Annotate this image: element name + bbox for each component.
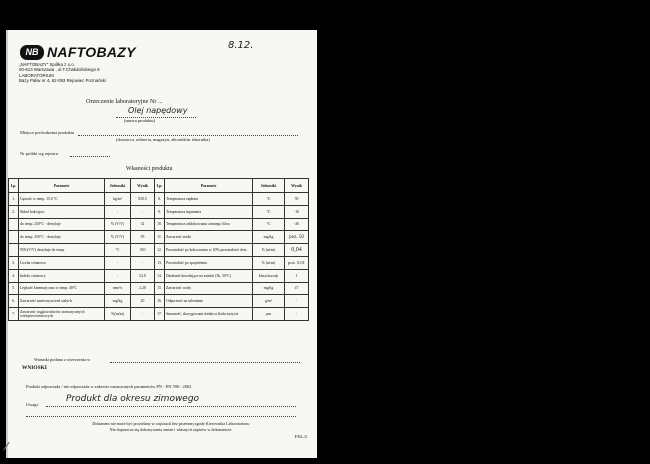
cell-result: - xyxy=(285,295,309,308)
cell-lp: 5. xyxy=(9,282,19,295)
origin-label: Miejsce pochodzenia produktu xyxy=(20,130,75,135)
cell-result: - xyxy=(285,308,309,321)
other-results-label: Warunki podano z orzeczenia w xyxy=(34,357,91,362)
document-title: Orzeczenie laboratoryjne Nr ... xyxy=(86,98,163,105)
cell-unit: - xyxy=(105,256,131,269)
cell-lp xyxy=(9,218,19,231)
table-title: Własności produktu xyxy=(126,166,173,172)
cell-param: Pozostałość po spopieleniu xyxy=(165,256,253,269)
cell-unit: mg/kg xyxy=(253,231,285,244)
address-line: „NAFTOBAZY" Spółka z o.o. xyxy=(19,62,75,67)
cell-unit: µm xyxy=(253,308,285,321)
cell-lp: 16. xyxy=(155,295,165,308)
cell-lp: 4. xyxy=(9,269,19,282)
origin-line xyxy=(78,135,298,136)
table-row xyxy=(9,205,309,218)
cell-param: Działanie korodujące na miedzi (3h, 50°C) xyxy=(165,269,253,282)
table-row xyxy=(9,231,309,244)
cell-param: Smarność, skorygowana średnica śladu zużycia xyxy=(165,308,253,321)
cell-result: 20 xyxy=(131,295,155,308)
register-line xyxy=(70,156,110,157)
cell-lp: 10. xyxy=(155,218,165,231)
other-results-line xyxy=(110,362,300,363)
register-label: Nr próbki wg rejestru xyxy=(20,151,58,156)
table-row xyxy=(9,282,309,295)
cell-param: Temperatura zablokowania zimnego filtra xyxy=(165,218,253,231)
table-row xyxy=(9,256,309,269)
cell-lp: 11. xyxy=(155,231,165,244)
cell-param: Zawartość węglowodorów aromatycznych wielopierścieniowych xyxy=(19,308,105,321)
header-cell: Wynik xyxy=(131,179,155,193)
cell-param: do temp. 250°C - destyluje xyxy=(19,218,105,231)
cell-result: 350 xyxy=(131,244,155,257)
cell-unit: %(m/m) xyxy=(105,308,131,321)
table-row xyxy=(9,308,309,321)
cell-lp: 2. xyxy=(9,205,19,218)
header-cell: Wynik xyxy=(285,179,309,193)
cell-unit: mg/kg xyxy=(105,295,131,308)
form-code: F/KL/2 xyxy=(294,434,307,439)
cell-result: 52,8 xyxy=(131,269,155,282)
cell-result: 0,04 xyxy=(285,244,309,257)
cell-unit: °C xyxy=(253,218,285,231)
handwritten-date: 8.12. xyxy=(228,40,254,51)
footer-line: Nie dopuszcza się dokonywania zmian i własnych zapisów w dokumencie. xyxy=(109,427,233,432)
cell-unit: kg/m³ xyxy=(105,193,131,206)
cell-unit: mg/kg xyxy=(253,282,285,295)
table-row xyxy=(9,295,309,308)
cell-param: Zawartość wody xyxy=(165,282,253,295)
cell-result: poz. 50 xyxy=(285,231,309,244)
header-cell: Lp. xyxy=(9,179,19,193)
cell-unit: - xyxy=(105,269,131,282)
cell-lp: 7. xyxy=(9,308,19,321)
table-row xyxy=(9,244,309,257)
cell-unit: °C xyxy=(253,205,285,218)
table-row xyxy=(9,218,309,231)
cell-lp: 1. xyxy=(9,193,19,206)
cell-param: Temperatura mętnienia xyxy=(165,205,253,218)
address-line: 00-613 Warszawa , ul.T.Chałubińskiego 8 xyxy=(19,67,100,73)
footer-line: Dokument nie może być powielany w częściach bez pisemnej zgody Kierownika Laboratorium. xyxy=(92,421,250,426)
lab-report-page xyxy=(6,30,317,458)
cell-param: Indeks cetanowy xyxy=(19,269,105,282)
cell-result: 32 xyxy=(131,218,155,231)
origin-caption: (dostawca, rafineria, magazyn, zbiornik/nr zbiornika) xyxy=(116,137,210,142)
cell-param: Zawartość siarki xyxy=(165,231,253,244)
cell-lp: 13. xyxy=(155,256,165,269)
cell-param: Lepkość kinematyczna w temp. 40°C xyxy=(19,282,105,295)
cell-unit: g/m³ xyxy=(253,295,285,308)
cell-unit: % (m/m) xyxy=(253,256,285,269)
cell-param: Pozostałość po koksowaniu w 10% pozostałości dest. xyxy=(165,244,253,257)
cell-result: 1 xyxy=(285,269,309,282)
cell-lp: 3. xyxy=(9,256,19,269)
cell-lp xyxy=(9,231,19,244)
cell-param: Odporność na utlenianie xyxy=(165,295,253,308)
cell-param: 95%(V/V) destyluje do temp. xyxy=(19,244,105,257)
table-row xyxy=(9,193,309,206)
handwritten-product: Olej napędowy xyxy=(128,106,188,115)
logo-mark: NB xyxy=(20,45,44,60)
cell-param: Skład frakcyjny: xyxy=(19,205,105,218)
conclusions-heading: WNIOSKI xyxy=(22,365,47,371)
conclusions-product-line: Produkt odpowiada / nie odpowiada w zakresie oznaczonych parametrów PN - EN 590 : 2002 xyxy=(26,384,192,389)
remarks-line xyxy=(46,406,296,407)
cell-lp: 9. xyxy=(155,205,165,218)
cell-unit: °C xyxy=(105,244,131,257)
footer-notes xyxy=(46,421,296,433)
cell-param: Temperatura zapłonu xyxy=(165,193,253,206)
remarks-line xyxy=(26,416,296,417)
cell-unit: - xyxy=(105,205,131,218)
cell-unit: % (m/m) xyxy=(253,244,285,257)
cell-lp: 8. xyxy=(155,193,165,206)
company-address xyxy=(19,62,106,84)
table-row xyxy=(9,269,309,282)
cell-result: 95 xyxy=(131,231,155,244)
cell-lp: 17. xyxy=(155,308,165,321)
handwritten-remarks: Produkt dla okresu zimowego xyxy=(66,394,200,404)
cell-unit: °C xyxy=(253,193,285,206)
cell-result: - xyxy=(131,308,155,321)
cell-lp: 15. xyxy=(155,282,165,295)
cell-param: Zawartość zanieczyszczeń stałych xyxy=(19,295,105,308)
cell-param: Gęstość w temp. 15,0 °C xyxy=(19,193,105,206)
cell-result: -10 xyxy=(285,205,309,218)
cell-result: 59 xyxy=(285,193,309,206)
address-line: Bazy Paliw nr 4, 62-093 Rejowiec Poznański xyxy=(19,78,106,84)
table-header-row xyxy=(9,179,309,193)
header-cell: Jednostki xyxy=(253,179,285,193)
cell-unit: % (V/V) xyxy=(105,231,131,244)
cell-unit: % (V/V) xyxy=(105,218,131,231)
cell-lp xyxy=(9,244,19,257)
header-cell: Lp. xyxy=(155,179,165,193)
cell-lp: 6. xyxy=(9,295,19,308)
cell-result: - xyxy=(131,256,155,269)
remarks-label: Uwagi: xyxy=(26,402,39,407)
cell-result: poz. 0,01 xyxy=(285,256,309,269)
address-line: LABORATORIUM xyxy=(19,72,54,78)
company-logo xyxy=(20,44,136,60)
header-cell: Parametr xyxy=(165,179,253,193)
cell-result: - xyxy=(131,205,155,218)
cell-lp: 14. xyxy=(155,269,165,282)
cell-result: -26 xyxy=(285,218,309,231)
cell-unit: mm²/s xyxy=(105,282,131,295)
header-cell: Jednostki xyxy=(105,179,131,193)
product-caption: (nazwa produktu) xyxy=(124,118,156,123)
header-cell: Parametr xyxy=(19,179,105,193)
cell-lp: 12. xyxy=(155,244,165,257)
cell-param: Liczba cetanowa xyxy=(19,256,105,269)
cell-result: 830,5 xyxy=(131,193,155,206)
cell-result: 47 xyxy=(285,282,309,295)
logo-text: NAFTOBAZY xyxy=(47,44,136,60)
properties-table xyxy=(8,178,309,321)
cell-unit: klasa korozji xyxy=(253,269,285,282)
cell-result: 2,28 xyxy=(131,282,155,295)
cell-param: do temp. 350°C - destyluje xyxy=(19,231,105,244)
